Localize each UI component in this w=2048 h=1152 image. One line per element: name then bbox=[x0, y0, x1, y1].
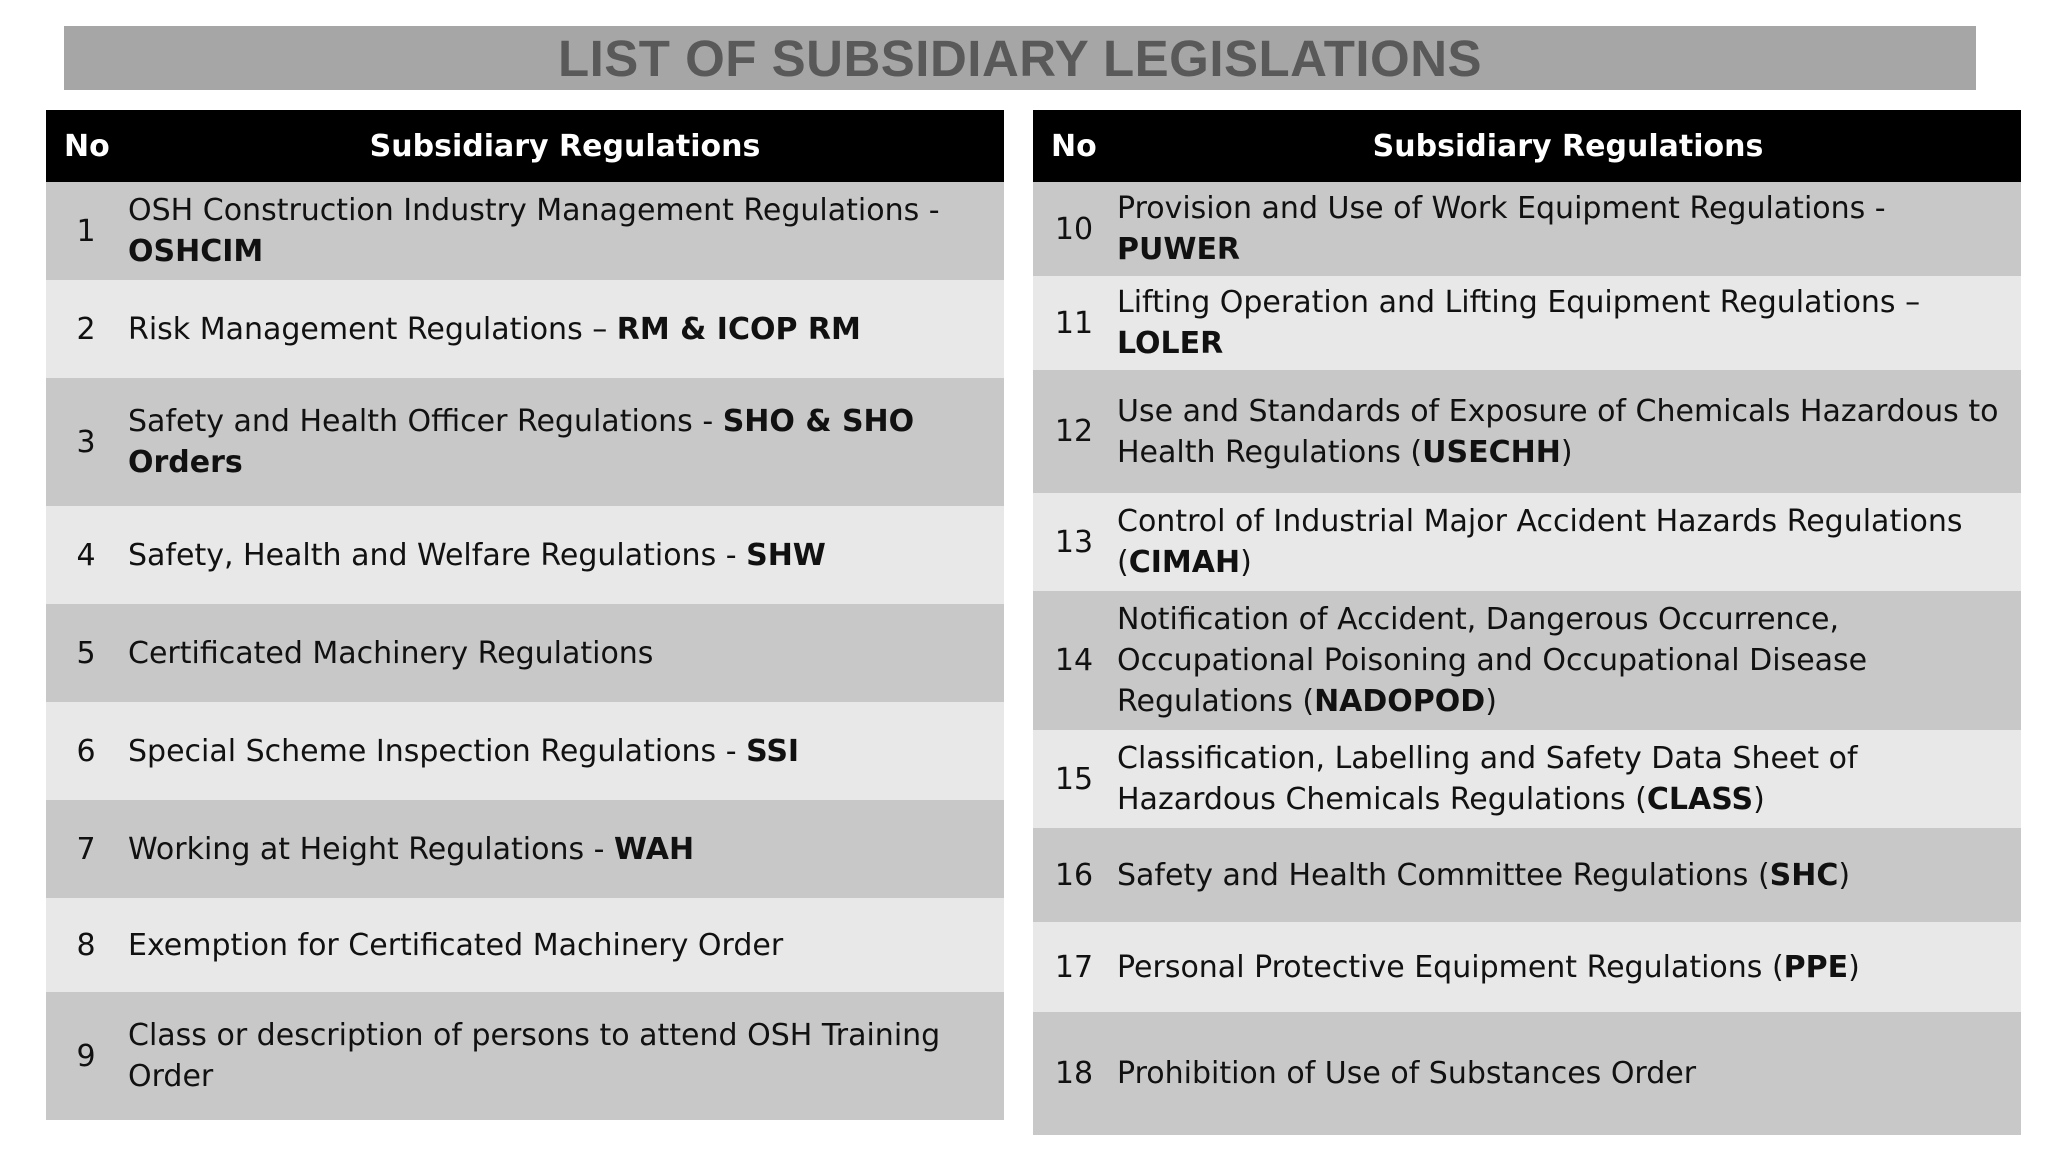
row-number: 15 bbox=[1054, 761, 1094, 797]
regulation-text-suffix: ) bbox=[1838, 857, 1851, 893]
table-row bbox=[1033, 1012, 2021, 1135]
regulation-name bbox=[126, 702, 1004, 800]
title-banner bbox=[64, 26, 1976, 90]
regulation-text: Safety, Health and Welfare Regulations - bbox=[128, 537, 747, 573]
regulation-text: Safety and Health Officer Regulations - bbox=[128, 404, 723, 439]
regulation-text: Classification, Labelling and Safety Data Sheet of Hazardous Chemicals Regulations ( bbox=[1117, 741, 1858, 817]
regulation-name bbox=[126, 992, 1004, 1120]
table-row bbox=[1033, 591, 2021, 730]
regulation-abbreviation: CLASS bbox=[1646, 782, 1754, 817]
table-row bbox=[1033, 922, 2021, 1012]
regulation-abbreviation: PPE bbox=[1783, 949, 1849, 985]
table-row bbox=[46, 182, 1004, 280]
regulation-name bbox=[1115, 370, 2021, 493]
row-number: 4 bbox=[76, 537, 96, 573]
regulation-text: Provision and Use of Work Equipment Regulations - bbox=[1117, 191, 1886, 226]
regulation-text: Safety and Health Committee Regulations ( bbox=[1117, 857, 1770, 893]
regulations-table-left bbox=[46, 110, 1004, 1120]
row-number: 5 bbox=[76, 635, 96, 671]
regulation-name bbox=[126, 898, 1004, 992]
regulation-text: Working at Height Regulations - bbox=[128, 831, 615, 867]
page-title: LIST OF SUBSIDIARY LEGISLATIONS bbox=[557, 29, 1483, 87]
row-number: 12 bbox=[1054, 414, 1094, 449]
row-number: 2 bbox=[76, 311, 96, 347]
table-row bbox=[46, 992, 1004, 1120]
regulation-text-suffix: ) bbox=[1848, 949, 1860, 985]
regulation-abbreviation: OSHCIM bbox=[128, 234, 264, 269]
regulation-name bbox=[126, 182, 1004, 280]
regulation-name bbox=[1115, 730, 2021, 828]
table-header-row bbox=[1033, 110, 2021, 182]
row-number: 14 bbox=[1054, 643, 1094, 678]
table-header-row bbox=[46, 110, 1004, 182]
regulation-name bbox=[1115, 828, 2021, 922]
regulation-text-suffix: ) bbox=[1753, 782, 1765, 817]
regulation-name bbox=[126, 378, 1004, 506]
table-row bbox=[1033, 276, 2021, 370]
table-row bbox=[46, 506, 1004, 604]
regulation-abbreviation: SHO & SHO Orders bbox=[128, 404, 915, 480]
regulation-abbreviation: USECHH bbox=[1422, 434, 1561, 470]
regulation-text: Personal Protective Equipment Regulations ( bbox=[1117, 949, 1784, 985]
row-number: 10 bbox=[1054, 211, 1094, 247]
regulation-text: Class or description of persons to attend OSH Training Order bbox=[128, 1018, 941, 1094]
regulation-abbreviation: PUWER bbox=[1117, 232, 1241, 267]
row-number: 11 bbox=[1054, 305, 1094, 341]
regulation-abbreviation: SHC bbox=[1769, 857, 1839, 893]
table-row bbox=[1033, 828, 2021, 922]
regulation-text: Lifting Operation and Lifting Equipment Regulations – bbox=[1117, 285, 1921, 320]
regulation-text: OSH Construction Industry Management Regulations - bbox=[128, 193, 940, 228]
regulation-abbreviation: LOLER bbox=[1117, 326, 1224, 361]
table-row bbox=[46, 898, 1004, 992]
header-regulations: Subsidiary Regulations bbox=[1372, 128, 1764, 164]
row-number: 3 bbox=[76, 424, 96, 460]
regulation-text: Prohibition of Use of Substances Order bbox=[1117, 1056, 1697, 1091]
header-no: No bbox=[64, 128, 110, 164]
table-row bbox=[46, 702, 1004, 800]
row-number: 13 bbox=[1054, 524, 1094, 560]
regulation-name bbox=[1115, 1012, 2021, 1135]
table-row bbox=[46, 378, 1004, 506]
table-row bbox=[46, 604, 1004, 702]
regulation-name bbox=[126, 280, 1004, 378]
table-row bbox=[1033, 730, 2021, 828]
regulation-name bbox=[126, 800, 1004, 898]
regulation-name bbox=[1115, 922, 2021, 1012]
row-number: 6 bbox=[76, 733, 96, 769]
regulation-abbreviation: NADOPOD bbox=[1314, 684, 1486, 719]
regulation-abbreviation: WAH bbox=[614, 831, 695, 867]
regulations-table-right bbox=[1033, 110, 2021, 1135]
regulation-abbreviation: CIMAH bbox=[1128, 545, 1241, 580]
regulation-text: Risk Management Regulations – bbox=[128, 311, 617, 347]
regulation-text: Certificated Machinery Regulations bbox=[128, 635, 654, 671]
regulation-text: Notification of Accident, Dangerous Occurrence, Occupational Poisoning and Occupational Disease Regulations ( bbox=[1117, 602, 1868, 719]
regulation-text: Control of Industrial Major Accident Hazards Regulations ( bbox=[1117, 504, 1963, 580]
regulation-text-suffix: ) bbox=[1560, 434, 1573, 470]
row-number: 1 bbox=[76, 213, 96, 249]
row-number: 8 bbox=[76, 927, 96, 963]
regulation-name bbox=[1115, 276, 2021, 370]
regulation-text: Special Scheme Inspection Regulations - bbox=[128, 733, 747, 769]
regulation-text: Exemption for Certificated Machinery Order bbox=[128, 927, 784, 963]
header-regulations: Subsidiary Regulations bbox=[369, 128, 761, 164]
regulation-abbreviation: SSI bbox=[746, 733, 800, 769]
regulation-text-suffix: ) bbox=[1240, 545, 1252, 580]
regulation-name bbox=[1115, 591, 2021, 730]
row-number: 16 bbox=[1054, 857, 1094, 893]
regulation-name bbox=[126, 604, 1004, 702]
regulation-abbreviation: RM & ICOP RM bbox=[616, 311, 861, 347]
header-no: No bbox=[1051, 128, 1097, 164]
table-row bbox=[1033, 182, 2021, 276]
regulation-text-suffix: ) bbox=[1485, 684, 1497, 719]
table-row bbox=[1033, 493, 2021, 591]
row-number: 9 bbox=[76, 1038, 96, 1074]
regulation-text: Use and Standards of Exposure of Chemicals Hazardous to Health Regulations ( bbox=[1117, 393, 1999, 470]
table-row bbox=[46, 280, 1004, 378]
regulation-abbreviation: SHW bbox=[746, 537, 826, 573]
regulation-name bbox=[126, 506, 1004, 604]
row-number: 18 bbox=[1054, 1056, 1094, 1091]
regulation-name bbox=[1115, 493, 2021, 591]
table-row bbox=[1033, 370, 2021, 493]
regulation-name bbox=[1115, 182, 2021, 276]
row-number: 7 bbox=[76, 831, 96, 867]
table-row bbox=[46, 800, 1004, 898]
row-number: 17 bbox=[1054, 949, 1094, 985]
